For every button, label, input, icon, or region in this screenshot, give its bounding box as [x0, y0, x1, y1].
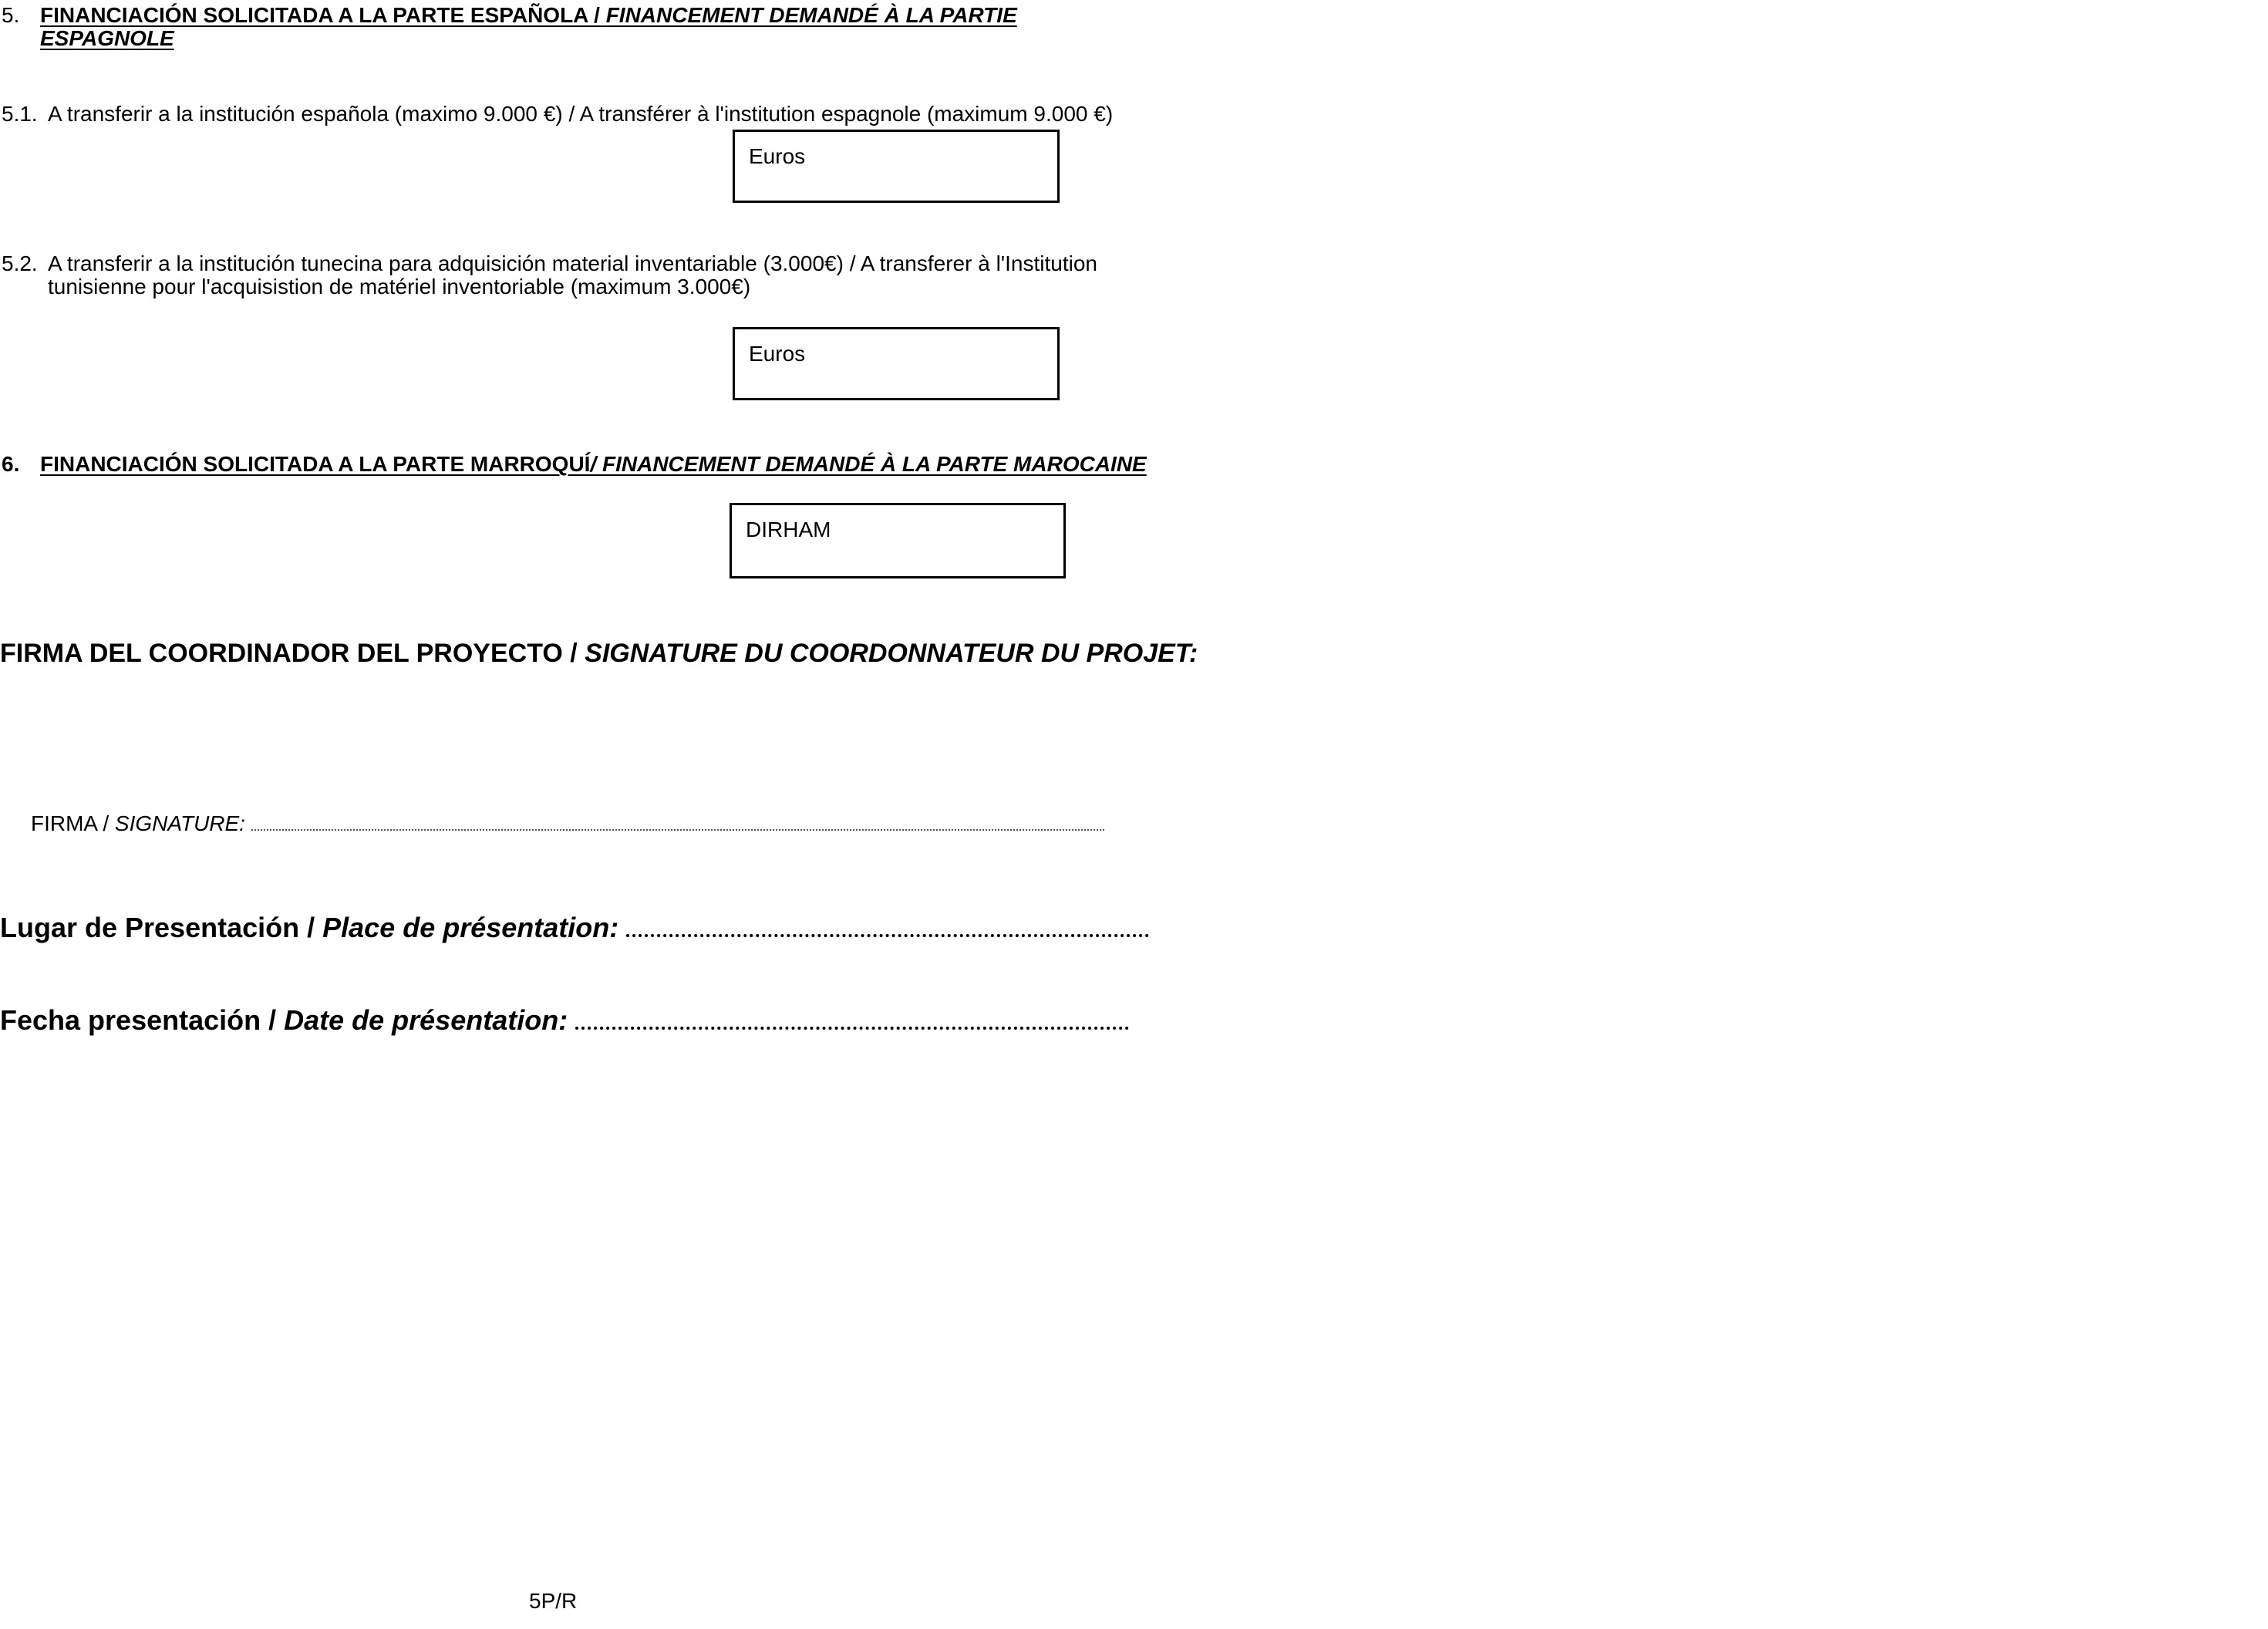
section-5-title-fr-line2: ESPAGNOLE: [40, 26, 174, 50]
section-6-title: [40, 452, 1147, 477]
signature-heading-fr: SIGNATURE DU COORDONNATEUR DU PROJET:: [585, 639, 1198, 668]
item-5-1-text: A transferir a la institución española (maximo 9.000 €) / A transférer à l'institution espagnole (maximum 9.000 €): [48, 102, 1114, 126]
section-5-number: 5.: [2, 3, 20, 27]
item-5-2-amount-box[interactable]: [733, 327, 1060, 400]
signature-heading-es: FIRMA DEL COORDINADOR DEL PROYECTO /: [0, 639, 578, 668]
signature-label-es: FIRMA /: [31, 811, 110, 835]
signature-label-fr: SIGNATURE:: [114, 811, 245, 835]
item-5-1-currency-label: Euros: [749, 144, 806, 168]
section-5-title-es: FINANCIACIÓN SOLICITADA A LA PARTE ESPAÑOLA /: [40, 3, 600, 27]
item-5-1-amount-box[interactable]: [733, 130, 1060, 203]
place-input[interactable]: [626, 912, 1149, 937]
section-6-number: 6.: [2, 452, 20, 476]
date-field-row: [0, 1004, 1129, 1037]
page-code: 5P/R: [529, 1589, 578, 1613]
signature-heading: [0, 639, 1198, 669]
item-5-2-text-line1: A transferir a la institución tunecina para adquisición material inventariable (3.000€) / A transferer à l'Institution: [48, 251, 1097, 275]
item-5-1-number: 5.1.: [2, 102, 38, 126]
date-label-fr: Date de présentation:: [284, 1004, 568, 1036]
section-6-currency-label: DIRHAM: [746, 518, 831, 541]
section-5-title: [40, 3, 1017, 28]
item-5-2-text-line2: tunisienne pour l'acquisistion de matériel inventoriable (maximum 3.000€): [48, 275, 751, 298]
place-label-es: Lugar de Presentación /: [0, 912, 315, 943]
section-5-title-fr-line1: FINANCEMENT DEMANDÉ À LA PARTIE: [605, 3, 1017, 27]
section-6-title-fr: / FINANCEMENT DEMANDÉ À LA PARTE MAROCAINE: [590, 452, 1147, 476]
place-field-row: [0, 912, 1149, 944]
section-6-title-es: FINANCIACIÓN SOLICITADA A LA PARTE MARROQUÍ: [40, 452, 591, 476]
place-label-fr: Place de présentation:: [322, 912, 619, 943]
date-input[interactable]: [575, 1005, 1129, 1030]
item-5-2-number: 5.2.: [2, 251, 38, 275]
signature-line: [31, 811, 1104, 836]
section-6-amount-box[interactable]: [730, 503, 1066, 578]
item-5-2-currency-label: Euros: [749, 342, 806, 366]
section-5-title-line2: [40, 26, 174, 51]
signature-field[interactable]: [251, 812, 1104, 831]
date-label-es: Fecha presentación /: [0, 1004, 277, 1036]
